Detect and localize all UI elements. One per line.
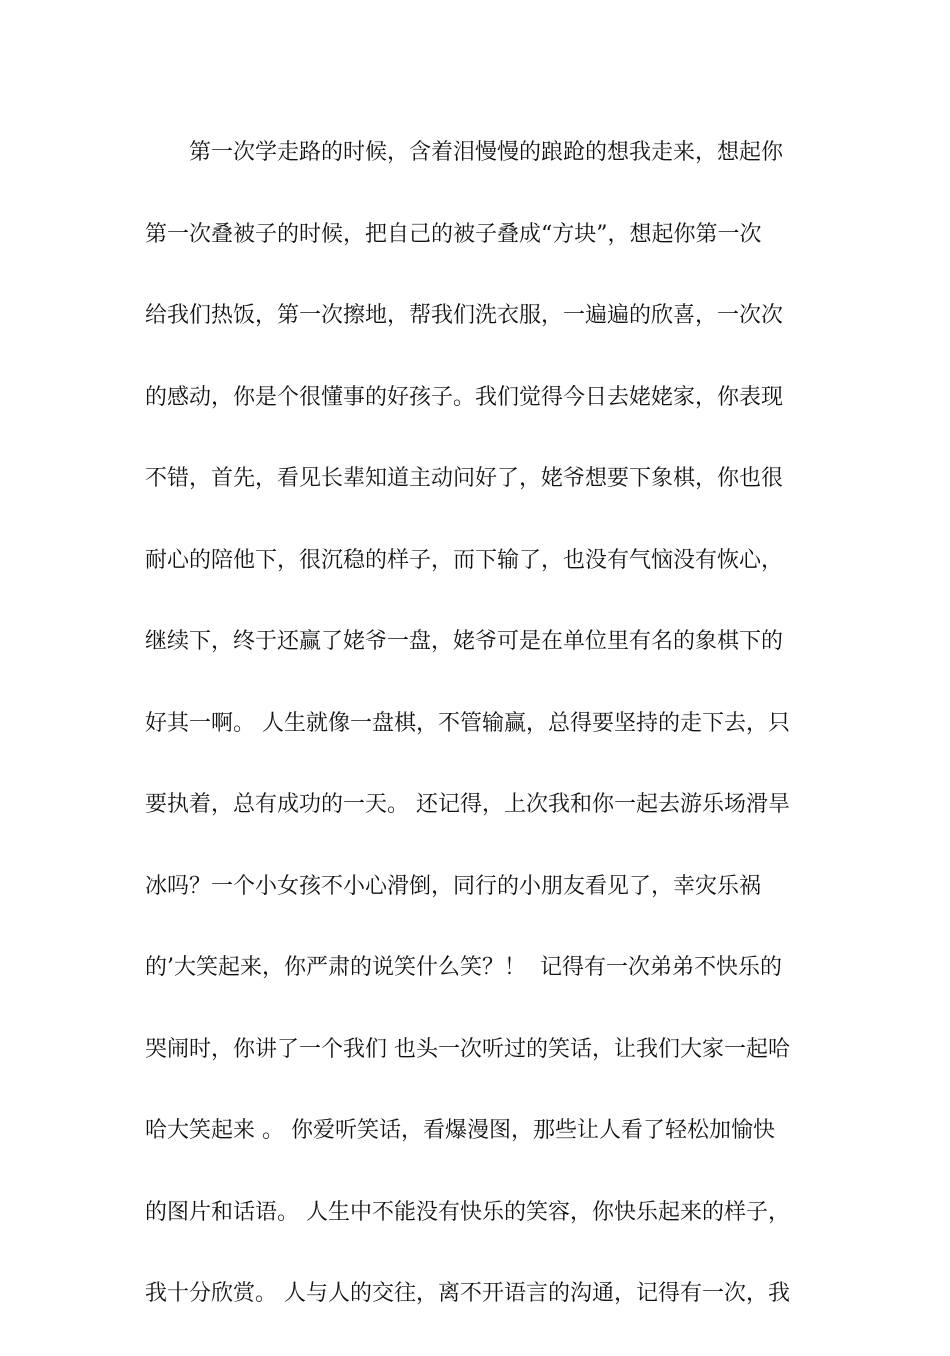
text-line: 继续下，终于还赢了姥爷一盘，姥爷可是在单位里有名的象棋下的 xyxy=(145,629,784,654)
text-line: 不错，首先，看见长辈知道主动问好了，姥爷想要下象棋，你也很 xyxy=(145,466,784,491)
text-line: 给我们热饭，第一次擦地，帮我们洗衣服，一遍遍的欣喜，一次次 xyxy=(145,303,784,328)
text-line: 第一次叠被子的时候，把自己的被子叠成“方块”，想起你第一次 xyxy=(145,221,762,247)
text-line: 好其一啊。 人生就像一盘棋，不管输赢，总得要坚持的走下去，只 xyxy=(145,710,790,736)
text-line: 的感动，你是个很懂事的好孩子。我们觉得今日去姥姥家，你表现 xyxy=(145,384,784,410)
text-line: 耐心的陪他下，很沉稳的样子，而下输了，也没有气恼没有恢心， xyxy=(145,547,784,573)
body-text xyxy=(145,133,810,1356)
text-line: 第一次学走路的时候，含着泪慢慢的踉跄的想我走来，想起你 xyxy=(189,140,784,165)
text-line: 哈大笑起来 。 你爱听笑话，看爆漫图，那些让人看了轻松加愉快 xyxy=(145,1118,775,1143)
text-line: 的’大笑起来，你严肃的说笑什么笑？！ 记得有一次弟弟不快乐的 xyxy=(145,955,782,980)
text-line: 的图片和话语。 人生中不能没有快乐的笑容，你快乐起来的样子， xyxy=(145,1199,790,1225)
text-line: 要执着，总有成功的一天。 还记得，上次我和你一起去游乐场滑旱 xyxy=(145,792,790,817)
text-line: 哭闹时，你讲了一个我们 也头一次听过的笑话，让我们大家一起哈 xyxy=(145,1036,790,1062)
text-line: 冰吗？一个小女孩不小心滑倒，同行的小朋友看见了，幸灾乐祸 xyxy=(145,873,762,899)
text-line: 我十分欣赏。 人与人的交往，离不开语言的沟通，记得有一次，我 xyxy=(145,1281,790,1306)
